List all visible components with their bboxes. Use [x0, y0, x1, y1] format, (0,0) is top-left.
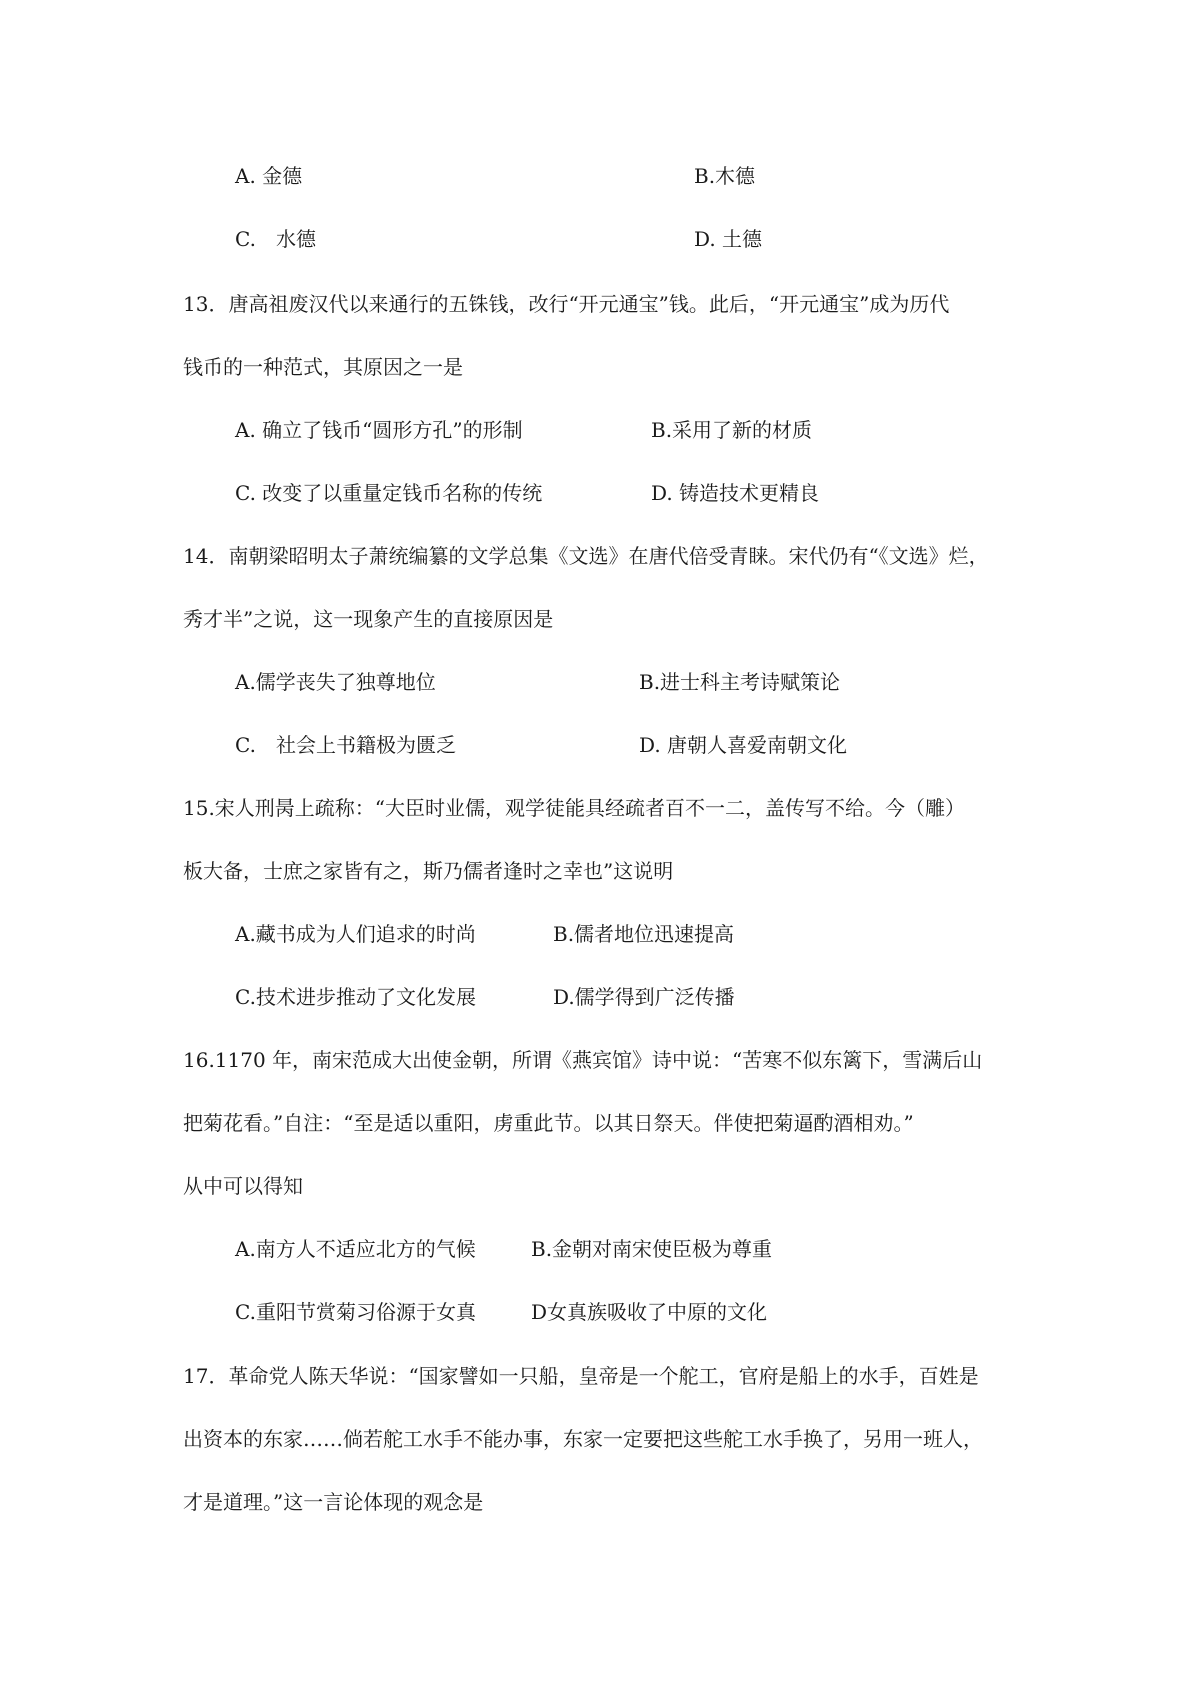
q15-option-c: C.技术进步推动了文化发展 — [235, 985, 476, 1009]
q12-option-d: D. 土德 — [694, 227, 763, 251]
q15-option-b: B.儒者地位迅速提高 — [553, 922, 735, 946]
q13-option-c: C. 改变了以重量定钱币名称的传统 — [235, 481, 543, 505]
q17-stem-line3: 才是道理。”这一言论体现的观念是 — [183, 1490, 484, 1514]
q15-option-a: A.藏书成为人们追求的时尚 — [235, 922, 476, 946]
q14-stem-line1: 14．南朝梁昭明太子萧统编纂的文学总集《文选》在唐代倍受青睐。宋代仍有“《文选》烂， — [183, 544, 989, 568]
q15-stem-line1: 15.宋人刑昺上疏称：“大臣时业儒，观学徒能具经疏者百不一二，盖传写不给。今（雕） — [183, 796, 966, 820]
q13-stem-line1: 13．唐高祖废汉代以来通行的五铢钱，改行“开元通宝”钱。此后，“开元通宝”成为历代 — [183, 292, 950, 316]
q16-option-a: A.南方人不适应北方的气候 — [235, 1237, 476, 1261]
q13-option-b: B.采用了新的材质 — [651, 418, 813, 442]
q13-stem-line2: 钱币的一种范式，其原因之一是 — [183, 355, 463, 379]
q16-option-c: C.重阳节赏菊习俗源于女真 — [235, 1300, 476, 1324]
q16-stem-line3: 从中可以得知 — [183, 1174, 303, 1198]
q14-option-d: D. 唐朝人喜爱南朝文化 — [639, 733, 848, 757]
q15-stem-line2: 板大备，士庶之家皆有之，斯乃儒者逢时之幸也”这说明 — [183, 859, 674, 883]
q14-option-a: A.儒学丧失了独尊地位 — [235, 670, 436, 694]
q14-option-b: B.进士科主考诗赋策论 — [639, 670, 841, 694]
q13-option-d: D. 铸造技术更精良 — [651, 481, 820, 505]
q12-option-c: C. 水德 — [235, 227, 316, 251]
q14-stem-line2: 秀才半”之说，这一现象产生的直接原因是 — [183, 607, 554, 631]
q16-option-b: B.金朝对南宋使臣极为尊重 — [531, 1237, 773, 1261]
q16-stem-line1: 16.1170 年，南宋范成大出使金朝，所谓《燕宾馆》诗中说：“苦寒不似东篱下，雪满后山 — [183, 1048, 983, 1072]
q16-stem-line2: 把菊花看。”自注：“至是适以重阳，虏重此节。以其日祭天。伴使把菊逼酌酒相劝。” — [183, 1111, 914, 1135]
q16-option-d: D女真族吸收了中原的文化 — [531, 1300, 768, 1324]
q14-option-c: C. 社会上书籍极为匮乏 — [235, 733, 456, 757]
q17-stem-line2: 出资本的东家……倘若舵工水手不能办事，东家一定要把这些舵工水手换了，另用一班人， — [183, 1427, 983, 1451]
q12-option-b: B.木德 — [694, 164, 756, 188]
q12-option-a: A. 金德 — [235, 164, 303, 188]
q13-option-a: A. 确立了钱币“圆形方孔”的形制 — [235, 418, 523, 442]
q15-option-d: D.儒学得到广泛传播 — [553, 985, 735, 1009]
q17-stem-line1: 17．革命党人陈天华说：“国家譬如一只船，皇帝是一个舵工，官府是船上的水手，百姓是 — [183, 1364, 979, 1388]
